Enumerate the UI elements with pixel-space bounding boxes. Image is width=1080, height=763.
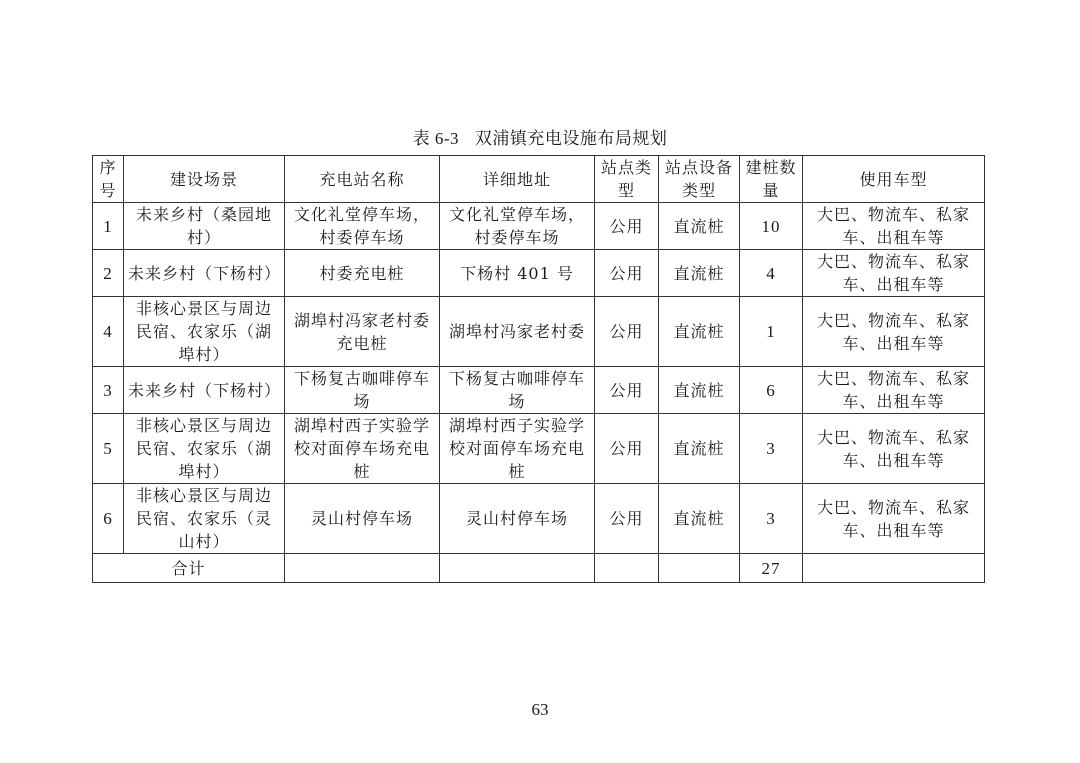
empty-cell xyxy=(595,554,659,583)
site-type-cell: 公用 xyxy=(595,484,659,554)
row-number: 3 xyxy=(93,367,124,414)
header-cell: 详细地址 xyxy=(440,156,595,203)
count-cell: 4 xyxy=(740,250,803,297)
table-title: 双浦镇充电设施布局规划 xyxy=(474,129,668,149)
address-cell: 湖埠村冯家老村委 xyxy=(440,297,595,367)
equip-type-cell: 直流桩 xyxy=(659,297,740,367)
empty-cell xyxy=(285,554,440,583)
header-cell: 序号 xyxy=(93,156,124,203)
table-header-row xyxy=(93,156,985,203)
total-count: 27 xyxy=(740,554,803,583)
address-cell: 灵山村停车场 xyxy=(440,484,595,554)
scene-cell: 未来乡村（桑园地村） xyxy=(124,203,285,250)
address-cell: 下杨村 401 号 xyxy=(440,250,595,297)
scene-cell: 非核心景区与周边民宿、农家乐（湖埠村） xyxy=(124,297,285,367)
station-cell: 村委充电桩 xyxy=(285,250,440,297)
header-cell: 建设场景 xyxy=(124,156,285,203)
header-cell: 站点类型 xyxy=(595,156,659,203)
scene-cell: 未来乡村（下杨村） xyxy=(124,367,285,414)
page-number: 63 xyxy=(531,700,549,719)
total-row xyxy=(93,554,985,583)
vehicles-cell: 大巴、物流车、私家车、出租车等 xyxy=(803,203,985,250)
site-type-cell: 公用 xyxy=(595,297,659,367)
row-number: 2 xyxy=(93,250,124,297)
equip-type-cell: 直流桩 xyxy=(659,203,740,250)
station-cell: 下杨复古咖啡停车场 xyxy=(285,367,440,414)
vehicles-cell: 大巴、物流车、私家车、出租车等 xyxy=(803,367,985,414)
row-number: 1 xyxy=(93,203,124,250)
table-row xyxy=(93,484,985,554)
header-cell: 站点设备类型 xyxy=(659,156,740,203)
count-cell: 6 xyxy=(740,367,803,414)
row-number: 4 xyxy=(93,297,124,367)
address-cell: 湖埠村西子实验学校对面停车场充电桩 xyxy=(440,414,595,484)
site-type-cell: 公用 xyxy=(595,367,659,414)
empty-cell xyxy=(440,554,595,583)
header-cell: 建桩数量 xyxy=(740,156,803,203)
total-label: 合计 xyxy=(93,554,285,583)
scene-cell: 非核心景区与周边民宿、农家乐（湖埠村） xyxy=(124,414,285,484)
equip-type-cell: 直流桩 xyxy=(659,484,740,554)
vehicles-cell: 大巴、物流车、私家车、出租车等 xyxy=(803,484,985,554)
table-row xyxy=(93,203,985,250)
site-type-cell: 公用 xyxy=(595,250,659,297)
equip-type-cell: 直流桩 xyxy=(659,414,740,484)
header-cell: 充电站名称 xyxy=(285,156,440,203)
site-type-cell: 公用 xyxy=(595,203,659,250)
equip-type-cell: 直流桩 xyxy=(659,250,740,297)
scene-cell: 非核心景区与周边民宿、农家乐（灵山村） xyxy=(124,484,285,554)
header-cell: 使用车型 xyxy=(803,156,985,203)
table-row xyxy=(93,250,985,297)
empty-cell xyxy=(803,554,985,583)
scene-cell: 未来乡村（下杨村） xyxy=(124,250,285,297)
vehicles-cell: 大巴、物流车、私家车、出租车等 xyxy=(803,297,985,367)
station-cell: 湖埠村冯家老村委充电桩 xyxy=(285,297,440,367)
row-number: 6 xyxy=(93,484,124,554)
station-cell: 文化礼堂停车场，村委停车场 xyxy=(285,203,440,250)
address-cell: 文化礼堂停车场，村委停车场 xyxy=(440,203,595,250)
table-row xyxy=(93,414,985,484)
station-cell: 灵山村停车场 xyxy=(285,484,440,554)
table-row xyxy=(93,297,985,367)
count-cell: 3 xyxy=(740,414,803,484)
count-cell: 1 xyxy=(740,297,803,367)
equip-type-cell: 直流桩 xyxy=(659,367,740,414)
count-cell: 3 xyxy=(740,484,803,554)
site-type-cell: 公用 xyxy=(595,414,659,484)
empty-cell xyxy=(659,554,740,583)
vehicles-cell: 大巴、物流车、私家车、出租车等 xyxy=(803,250,985,297)
station-cell: 湖埠村西子实验学校对面停车场充电桩 xyxy=(285,414,440,484)
table-row xyxy=(93,367,985,414)
charging-facility-table xyxy=(92,155,985,583)
vehicles-cell: 大巴、物流车、私家车、出租车等 xyxy=(803,414,985,484)
row-number: 5 xyxy=(93,414,124,484)
table-caption xyxy=(0,124,1080,149)
count-cell: 10 xyxy=(740,203,803,250)
address-cell: 下杨复古咖啡停车场 xyxy=(440,367,595,414)
table-number: 表 6-3 xyxy=(412,129,459,148)
